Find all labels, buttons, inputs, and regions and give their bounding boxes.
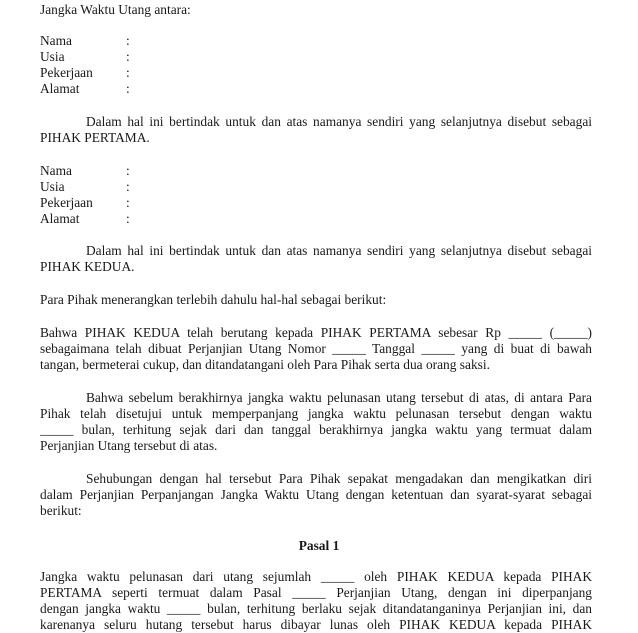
para3-line: dalam Perjanjian Perpanjangan Jangka Waktu Utang dengan ketentuan dan syarat-syarat sebagai xyxy=(40,487,592,502)
party1-field-nama: Nama xyxy=(40,33,72,48)
party2-statement-line: Dalam hal ini bertindak untuk dan atas namanya sendiri yang selanjutnya disebut sebagai xyxy=(86,243,592,258)
para1-line: tangan, bermeterai cukup, dan ditandatangani oleh Para Pihak serta dua orang saksi. xyxy=(40,357,490,372)
party1-field-alamat: Alamat xyxy=(40,81,80,96)
party1-statement-line: PIHAK PERTAMA. xyxy=(40,130,150,145)
field-colon: : xyxy=(126,163,130,178)
para2-line: Perjanjian Utang tersebut di atas. xyxy=(40,438,218,453)
pasal1-line: PERTAMA seperti termuat dalam Pasal _____ Perjanjian Utang, dengan ini diperpanjang xyxy=(40,585,592,600)
pasal1-line: Jangka waktu pelunasan dari utang sejumlah _____ oleh PIHAK KEDUA kepada PIHAK xyxy=(40,569,592,584)
pasal1-heading: Pasal 1 xyxy=(298,538,340,553)
field-colon: : xyxy=(126,65,130,80)
field-colon: : xyxy=(126,33,130,48)
field-colon: : xyxy=(126,49,130,64)
party2-field-usia: Usia xyxy=(40,179,65,194)
para3-line: berikut: xyxy=(40,503,82,518)
party2-field-nama: Nama xyxy=(40,163,72,178)
party1-field-pekerjaan: Pekerjaan xyxy=(40,65,93,80)
field-colon: : xyxy=(126,211,130,226)
party2-statement-line: PIHAK KEDUA. xyxy=(40,259,135,274)
field-colon: : xyxy=(126,81,130,96)
intro-line: Jangka Waktu Utang antara: xyxy=(40,2,191,17)
field-colon: : xyxy=(126,195,130,210)
party1-statement-line: Dalam hal ini bertindak untuk dan atas namanya sendiri yang selanjutnya disebut sebagai xyxy=(86,114,592,129)
para3-line: Sehubungan dengan hal tersebut Para Pihak sepakat mengadakan dan mengikatkan diri xyxy=(86,471,592,486)
party2-field-alamat: Alamat xyxy=(40,211,80,226)
pasal1-line: dengan jangka waktu _____ bulan, terhitung berlaku sejak ditandatanganinya Perjanjian ini, dan xyxy=(40,601,592,616)
para2-line: _____ bulan, terhitung sejak dari dan tanggal berakhirnya jangka waktu yang termuat dalam xyxy=(40,422,592,437)
pasal1-line: karenanya seluru hutang tersebut harus dibayar lunas oleh PIHAK KEDUA kepada PIHAK xyxy=(40,617,592,632)
preamble-line: Para Pihak menerangkan terlebih dahulu hal-hal sebagai berikut: xyxy=(40,292,387,307)
para2-line: Pihak telah disetujui untuk memperpanjang jangka waktu pelunasan tersebut dengan waktu xyxy=(40,406,592,421)
party1-field-usia: Usia xyxy=(40,49,65,64)
party2-field-pekerjaan: Pekerjaan xyxy=(40,195,93,210)
field-colon: : xyxy=(126,179,130,194)
para1-line: Bahwa PIHAK KEDUA telah berutang kepada PIHAK PERTAMA sebesar Rp _____ (_____) xyxy=(40,325,592,340)
para1-line: sebagaimana telah dibuat Perjanjian Utang Nomor _____ Tanggal _____ yang di buat di bawah xyxy=(40,341,592,356)
para2-line: Bahwa sebelum berakhirnya jangka waktu pelunasan utang tersebut di atas, di antara Para xyxy=(86,390,592,405)
